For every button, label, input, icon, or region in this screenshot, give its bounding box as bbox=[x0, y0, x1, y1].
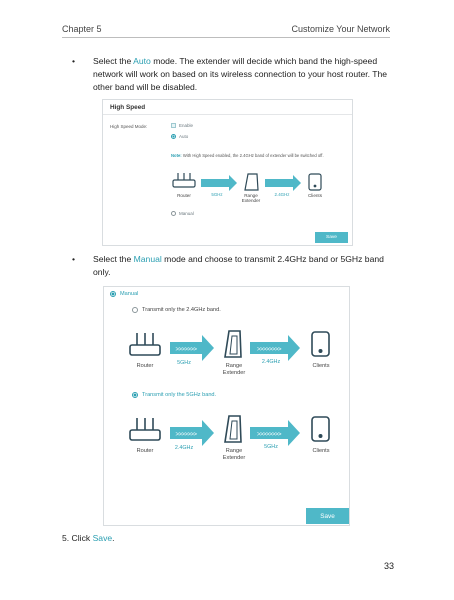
section-title: Customize Your Network bbox=[291, 24, 390, 34]
text: only. bbox=[93, 267, 111, 278]
band-in-label: 5GHz bbox=[211, 192, 223, 197]
manual-radio[interactable] bbox=[171, 211, 176, 216]
auto-diagram bbox=[169, 170, 339, 206]
auto-mode-paragraph bbox=[93, 55, 390, 95]
manual-option[interactable] bbox=[110, 291, 138, 297]
header-rule bbox=[62, 37, 390, 38]
enable-label: Enable bbox=[179, 123, 194, 128]
bullet-marker: • bbox=[72, 254, 76, 264]
text: other band will be disabled. bbox=[93, 82, 198, 93]
router-icon bbox=[173, 173, 195, 187]
transmit-5ghz-label: Transmit only the 5GHz band. bbox=[142, 392, 217, 398]
router-icon bbox=[130, 333, 160, 355]
bullet-marker: • bbox=[72, 56, 76, 66]
manual-keyword: Manual bbox=[133, 254, 162, 264]
manual-option[interactable] bbox=[171, 211, 194, 216]
text: . bbox=[112, 533, 115, 543]
auto-keyword: Auto bbox=[133, 56, 151, 66]
router-icon bbox=[130, 418, 160, 440]
transmit-5ghz-radio[interactable] bbox=[132, 392, 138, 398]
router-label: Router bbox=[177, 193, 191, 198]
page-header bbox=[62, 24, 390, 38]
band-in-label: 5GHz bbox=[177, 360, 191, 366]
clients-label: Clients bbox=[312, 363, 330, 369]
auto-label: Auto bbox=[179, 134, 189, 139]
clients-icon bbox=[312, 332, 329, 356]
auto-option[interactable] bbox=[171, 134, 188, 139]
arrow-icon bbox=[250, 420, 300, 446]
manual-mode-paragraph bbox=[93, 253, 390, 279]
router-label: Router bbox=[136, 363, 154, 369]
manual-label: Manual bbox=[120, 291, 139, 297]
diagram-5ghz bbox=[126, 412, 344, 462]
note-text bbox=[171, 153, 353, 158]
chapter-label: Chapter 5 bbox=[62, 24, 102, 34]
router-label: Router bbox=[136, 448, 154, 454]
save-button[interactable]: Save bbox=[306, 508, 349, 524]
arrow-icon bbox=[201, 175, 237, 191]
note-prefix: Note: bbox=[171, 153, 182, 158]
extender-label-2: Extender bbox=[241, 198, 261, 203]
band-out-label: 2.4GHz bbox=[261, 359, 281, 365]
divider bbox=[103, 114, 352, 115]
arrow-icon bbox=[250, 335, 300, 361]
text: network will work on based on its wireless connection to your host router. The bbox=[93, 69, 388, 80]
clients-icon bbox=[312, 417, 329, 441]
range-extender-icon bbox=[245, 174, 258, 190]
enable-option[interactable] bbox=[171, 123, 193, 128]
panel-title: High Speed bbox=[110, 104, 146, 111]
save-button[interactable]: Save bbox=[315, 232, 348, 243]
transmit-24ghz-label: Transmit only the 2.4GHz band. bbox=[142, 307, 221, 313]
range-extender-icon bbox=[225, 416, 241, 442]
text: 5. Click bbox=[62, 533, 93, 543]
band-out-label: 2.4GHz bbox=[274, 192, 290, 197]
manual-mode-screenshot bbox=[103, 286, 350, 526]
extender-label-2: Extender bbox=[222, 370, 246, 376]
page-number: 33 bbox=[383, 561, 394, 571]
transmit-5ghz-option[interactable] bbox=[132, 392, 216, 398]
auto-radio[interactable] bbox=[171, 134, 176, 139]
text: Select the bbox=[93, 254, 134, 264]
extender-label-1: Range bbox=[244, 193, 258, 198]
svg-text:>>>>>>>>: >>>>>>>> bbox=[256, 347, 282, 353]
band-out-label: 5GHz bbox=[264, 444, 278, 450]
enable-checkbox[interactable] bbox=[171, 123, 176, 128]
band-in-label: 2.4GHz bbox=[174, 445, 194, 451]
extender-label-2: Extender bbox=[222, 455, 246, 461]
clients-icon bbox=[309, 174, 321, 190]
extender-label-1: Range bbox=[225, 363, 243, 369]
manual-label: Manual bbox=[179, 211, 194, 216]
step-5-instruction bbox=[62, 533, 115, 543]
arrow-icon bbox=[170, 420, 214, 446]
transmit-24ghz-option[interactable] bbox=[132, 307, 221, 313]
arrow-icon bbox=[170, 335, 214, 361]
svg-text:>>>>>>>: >>>>>>> bbox=[175, 347, 197, 353]
diagram-24ghz bbox=[126, 327, 344, 377]
save-keyword: Save bbox=[92, 533, 113, 543]
text: Select the bbox=[93, 56, 134, 66]
text: mode and choose to transmit 2.4GHz band or 5GHz band bbox=[161, 254, 384, 264]
extender-label-1: Range bbox=[225, 448, 243, 454]
arrow-icon bbox=[265, 175, 301, 191]
svg-text:>>>>>>>>: >>>>>>>> bbox=[256, 432, 282, 438]
manual-radio[interactable] bbox=[110, 291, 116, 297]
clients-label: Clients bbox=[312, 448, 330, 454]
note-body: With High Speed enabled, the 2.4GHz band of extender will be switched off. bbox=[182, 153, 324, 158]
range-extender-icon bbox=[225, 331, 241, 357]
clients-label: Clients bbox=[307, 193, 323, 198]
text: mode. The extender will decide which band the high-speed bbox=[150, 56, 378, 66]
transmit-24ghz-radio[interactable] bbox=[132, 307, 138, 313]
svg-text:>>>>>>>: >>>>>>> bbox=[175, 432, 197, 438]
high-speed-screenshot bbox=[102, 99, 353, 246]
mode-label: High Speed Mode: bbox=[110, 124, 148, 129]
